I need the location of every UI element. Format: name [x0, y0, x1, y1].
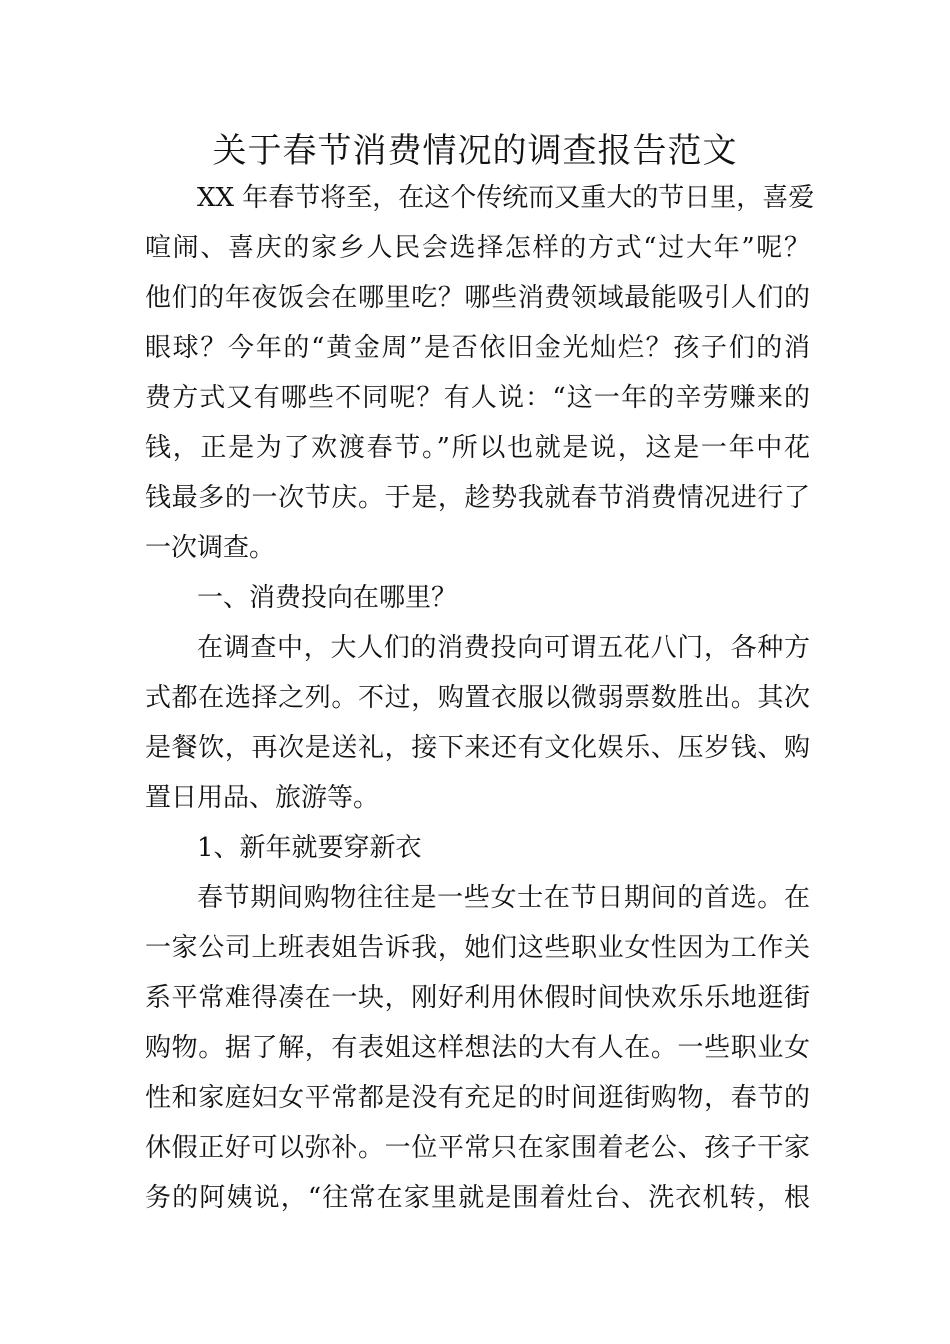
paragraph-line: 眼球？今年的“黄金周”是否依旧金光灿烂？孩子们的消: [145, 333, 810, 363]
paragraph-line: 休假正好可以弥补。一位平常只在家围着老公、孩子干家: [145, 1133, 810, 1163]
paragraph-line: 他们的年夜饭会在哪里吃？哪些消费领域最能吸引人们的: [145, 283, 810, 313]
paragraph-line: 钱，正是为了欢渡春节。”所以也就是说，这是一年中花: [145, 433, 810, 463]
paragraph-line: 春节期间购物往往是一些女士在节日期间的首选。在: [197, 883, 810, 913]
paragraph-line: 一次调查。: [145, 533, 276, 563]
paragraph-line: 喧闹、喜庆的家乡人民会选择怎样的方式“过大年”呢？: [145, 233, 810, 263]
paragraph-line: 在调查中，大人们的消费投向可谓五花八门，各种方: [197, 633, 810, 663]
paragraph-line: 式都在选择之列。不过，购置衣服以微弱票数胜出。其次: [145, 683, 810, 713]
paragraph-line: 购物。据了解，有表姐这样想法的大有人在。一些职业女: [145, 1033, 810, 1063]
paragraph-line: 是餐饮，再次是送礼，接下来还有文化娱乐、压岁钱、购: [145, 733, 810, 763]
paragraph-line: XX 年春节将至，在这个传统而又重大的节日里，喜爱: [197, 183, 815, 213]
paragraph-line: 性和家庭妇女平常都是没有充足的时间逛街购物，春节的: [145, 1083, 810, 1113]
paragraph-line: 系平常难得凑在一块，刚好利用休假时间快欢乐乐地逛街: [145, 983, 810, 1013]
subsection-heading: 1、新年就要穿新衣: [197, 833, 422, 863]
document-title: 关于春节消费情况的调查报告范文: [212, 131, 738, 171]
paragraph-line: 费方式又有哪些不同呢？有人说：“这一年的辛劳赚来的: [145, 383, 810, 413]
paragraph-line: 钱最多的一次节庆。于是，趁势我就春节消费情况进行了: [145, 483, 810, 513]
paragraph-line: 置日用品、旅游等。: [145, 783, 380, 813]
paragraph-line: 一家公司上班表姐告诉我，她们这些职业女性因为工作关: [145, 933, 810, 963]
section-heading: 一、消费投向在哪里？: [197, 583, 458, 613]
paragraph-line: 务的阿姨说，“往常在家里就是围着灶台、洗衣机转，根: [145, 1183, 810, 1213]
